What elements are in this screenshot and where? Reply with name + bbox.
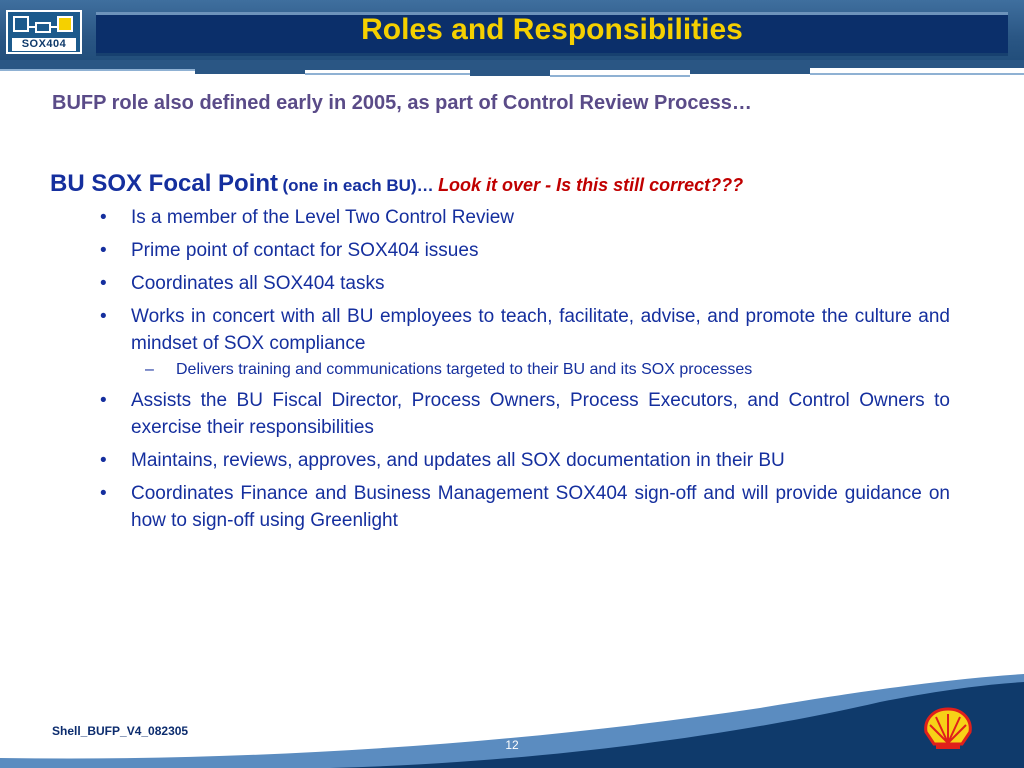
page-number: 12 bbox=[505, 738, 519, 752]
bullet-item: • Prime point of contact for SOX404 issues bbox=[50, 237, 950, 264]
bullet-list bbox=[50, 204, 950, 534]
document-id: Shell_BUFP_V4_082305 bbox=[52, 724, 189, 738]
sox404-logo bbox=[6, 10, 82, 54]
sub-bullet-item: – Delivers training and communications targeted to their BU and its SOX processes bbox=[50, 359, 950, 381]
bullet-item: • Is a member of the Level Two Control Review bbox=[50, 204, 950, 231]
bullet-item: • Works in concert with all BU employees to teach, facilitate, advise, and promote the culture and mindset of SOX compliance bbox=[50, 303, 950, 357]
bullet-item: • Coordinates Finance and Business Management SOX404 sign-off and will provide guidance on how to sign-off using Greenlight bbox=[50, 480, 950, 534]
bullet-item: • Maintains, reviews, approves, and updates all SOX documentation in their BU bbox=[50, 447, 950, 474]
header-step-decoration bbox=[0, 60, 1024, 80]
bullet-item: • Coordinates all SOX404 tasks bbox=[50, 270, 950, 297]
subtitle: BUFP role also defined early in 2005, as part of Control Review Process… bbox=[52, 92, 752, 114]
page-title: Roles and Responsibilities bbox=[361, 13, 743, 46]
process-flow-icon bbox=[12, 15, 78, 35]
shell-pecten-icon bbox=[922, 706, 974, 752]
bullet-item: • Assists the BU Fiscal Director, Process Owners, Process Executors, and Control Owners to exercise their responsibilities bbox=[50, 387, 950, 441]
heading-main: BU SOX Focal Point bbox=[50, 170, 279, 197]
content-section bbox=[50, 170, 950, 540]
heading-paren: (one in each BU)… bbox=[282, 176, 434, 195]
section-heading bbox=[50, 170, 950, 198]
heading-note: Look it over - Is this still correct??? bbox=[438, 175, 744, 195]
logo-text: SOX404 bbox=[12, 38, 76, 51]
